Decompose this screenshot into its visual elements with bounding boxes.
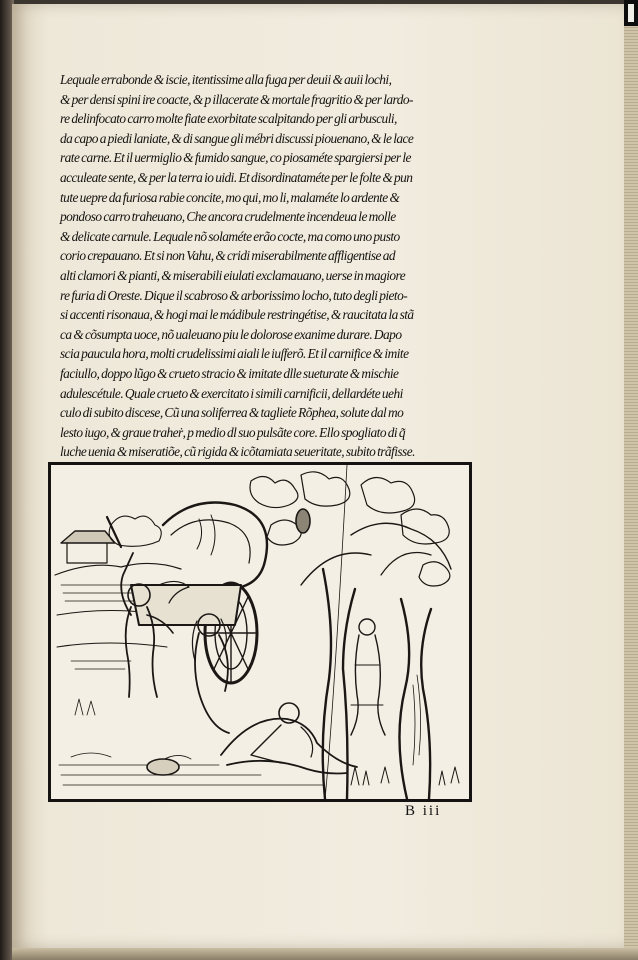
text-line: lesto iugo, & graue traheṙ, p medio dl suo pulsãte core. Ello spogliato di q̃ [60,424,406,440]
page-bottom-edge [12,948,638,960]
text-line: pondoso carro traheuano, Che ancora crudelmente incendeua le molle [60,209,396,225]
text-line: corio crepauano. Et si non Vahu, & cridi miserabilmente affligentise ad [60,248,396,264]
body-text [60,70,492,462]
page-edges [624,4,638,948]
page-marker-tab-icon [624,0,638,26]
text-line: acculeate sente, & per la terra io uidi. Et disordinataméte per le folte & pun [60,169,413,185]
text-line: & delicate carnule. Lequale nõ solaméte erão cocte, ma como uno pusto [60,228,400,244]
text-line: luche uenia & miseratiõe, cũ rigida & icõtamiata seueritate, subito trãfisse. [60,444,415,460]
text-line: ca & cõsumpta uoce, nõ ualeuano piu le dolorose exanime durare. Dapo [60,326,402,342]
text-line: culo di subito discese, Cũ una soliferrea & taglieṫe Rõphea, solute dal mo [60,405,404,421]
text-line: re delinfocato carro molte fiate exorbitate scalpitando per gli arbusculi, [60,111,397,127]
text-line: rate carne. Et il uermiglio & fumido sangue, co piosaméte spargiersi per le [60,150,411,166]
text-line: si accenti risonaua, & hogi mai le mádibule restringétise, & raucitata la stã [60,307,414,323]
text-line: & per densi spini ire coacte, & p illacerate & mortale fragritio & per lardo- [60,91,413,107]
text-line: alti clamori & pianti, & miserabili eiulati exclamauano, uerse in magiore [60,267,406,283]
text-line: da capo a piedi laniate, & di sangue gli mébri discussi piouenano, & le lace [60,130,414,146]
text-line: tute uepre da furiosa rabie concite, mo qui, mo li, malaméte lo ardente & [60,189,400,205]
woodcut-illustration [48,462,472,802]
text-line: scia paucula hora, molti crudelissimi aiali le iuſferõ. Et il carnifice & imite [60,346,409,362]
text-line: adulescétule. Quale crueto & exercitato i simili carnificii, dellardéte uehi [60,385,403,401]
text-line: faciullo, doppo lũgo & crueto stracio & imitate dlle sueturate & mischie [60,365,399,381]
text-line: re furia di Oreste. Dique il scabroso & arborissimo locho, tuto degli pieto- [60,287,408,303]
signature-mark: B iii [405,803,442,819]
text-line: Lequale errabonde & iscie, itentissime alla fuga per deuii & auii lochi, [60,72,392,87]
